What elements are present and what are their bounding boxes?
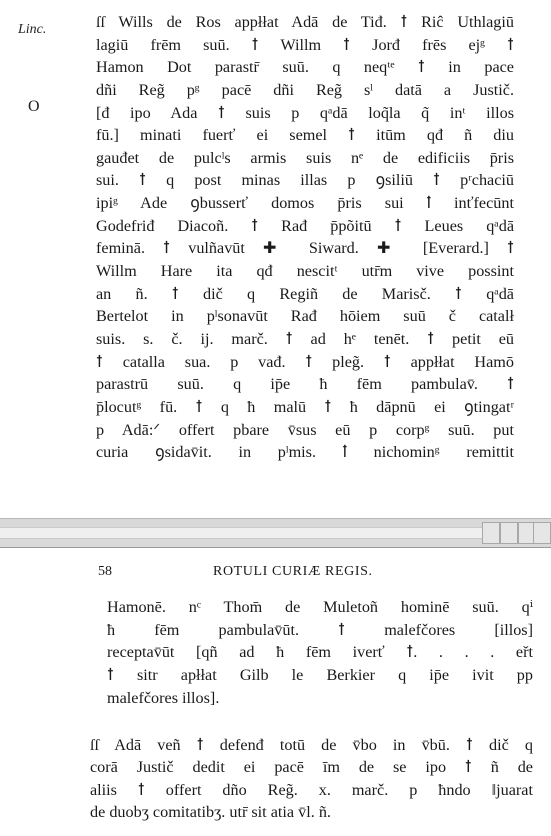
text-line: gauđet de pulcˡs armis suis nᵉ de edificiis p̄ris	[96, 148, 514, 167]
text-line: [đ ipo Ada ꝉ suis p qᵃdā loq̃la q̃ inᵗ illos	[96, 103, 514, 122]
margin-marker: O	[28, 98, 40, 115]
text-line: feminā. ꝉ vulñavūt ✚ Siward. ✚ [Everard.] ꝉ	[96, 239, 514, 258]
text-line: Godefriđ Diacoñ. ꝉ Rađ p̄põitū ꝉ Leues qᵃdā	[96, 216, 514, 235]
county-margin-label: Linc.	[18, 22, 47, 37]
text-line: Hamonē. nᶜ Thom̄ de Muletoñ hominē suū. qⁱ	[107, 598, 533, 616]
text-line: lagiū frēm suū. ꝉ Willm ꝉ Jorđ frēs ejᵍ ꝉ	[96, 35, 514, 54]
text-line: p Adā:ᐟ offert pbare v̄sus eū p corpᵍ suū. put	[96, 420, 514, 439]
text-line: fū.] minati fuerť ei semel ꝉ itūm qđ ñ diu	[96, 126, 514, 145]
text-line: Willm Hare ita qđ nescitᵗ utr̄m vive possint	[96, 262, 514, 281]
text-line: suis. s. č. ij. marč. ꝉ ad hᵉ tenēt. ꝉ petit eū	[96, 329, 514, 348]
plea-entry-text	[96, 11, 514, 464]
text-line: an ñ. ꝉ dič q Regiñ de Marisč. ꝉ qᵃdā	[96, 284, 514, 303]
text-line: ꝉ sitr apłłat Gilb le Berkier q ip̄e ivit pp	[107, 665, 533, 684]
page-number: 58	[98, 564, 112, 579]
text-line: receptav̄ūt [qñ ad ħ fēm iverť ꝉ. . . . eřt	[107, 643, 533, 662]
text-line: dñi Reg̃ pᵍ pacē dñi Reg̃ sˡ datā a Justič.	[96, 80, 514, 99]
scroll-button[interactable]	[482, 522, 500, 544]
continued-entry-text	[107, 596, 533, 709]
text-line: corā Justič dedit ei pacē īm de se ipo ꝉ ñ de	[90, 758, 533, 777]
text-line: ipiᵍ Ade ꝯbusserť domos p̄ris sui ꝉ inťfecūnt	[96, 194, 514, 213]
text-line: Bertelot in pˡsonavūt Rađ hōiem suū č catalł	[96, 307, 514, 326]
text-line: malefčores illos].	[107, 688, 220, 707]
scroll-button[interactable]	[533, 522, 551, 544]
text-line: de duobʒ comitatibʒ. utr̄ sit atia v̄l. ñ.	[90, 803, 331, 822]
next-plea-entry-text	[90, 734, 533, 824]
running-title: ROTULI CURIÆ REGIS.	[213, 564, 373, 579]
text-line: Hamon Dot parastr̄ suū. q neqᵗᵉ ꝉ in pace	[96, 58, 514, 77]
text-line: ſſ Adā veñ ꝉ defenđ totū de v̄bo in v̄bū. ꝉ dič q	[90, 736, 533, 754]
text-line: ꝉ catalla sua. p vađ. ꝉ pleg̃. ꝉ appłłat Hamō	[96, 352, 514, 371]
text-line: ſſ Wills de Ros appłłat Adā de Tiđ. ꝉ Riĉ Uthlagiū	[96, 13, 514, 31]
text-line: ħ fēm pambulav̄ūt. ꝉ malefčores [illos]	[107, 620, 533, 639]
text-line: p̄locutᵍ fū. ꝉ q ħ malū ꝉ ħ dāpnū ei ꝯtingatʳ	[96, 397, 514, 416]
scrollbar-track[interactable]	[0, 527, 551, 539]
text-line: sui. ꝉ q post minas illas p ꝯsiliū ꝉ pʳchaciū	[96, 171, 514, 190]
text-line: curia ꝯsidav̄it. in pˡmis. ꝉ nichominᵍ remittit	[96, 443, 514, 462]
text-line: aliis ꝉ offert dño Reg̃. x. marč. p ħndo ‖juarat	[90, 780, 533, 799]
scroll-button[interactable]	[500, 522, 518, 544]
text-line: parastrū suū. q ip̄e ħ fēm pambulav̄. ꝉ	[96, 375, 514, 394]
horizontal-scrollbar[interactable]	[0, 518, 551, 548]
lower-page	[0, 548, 551, 836]
